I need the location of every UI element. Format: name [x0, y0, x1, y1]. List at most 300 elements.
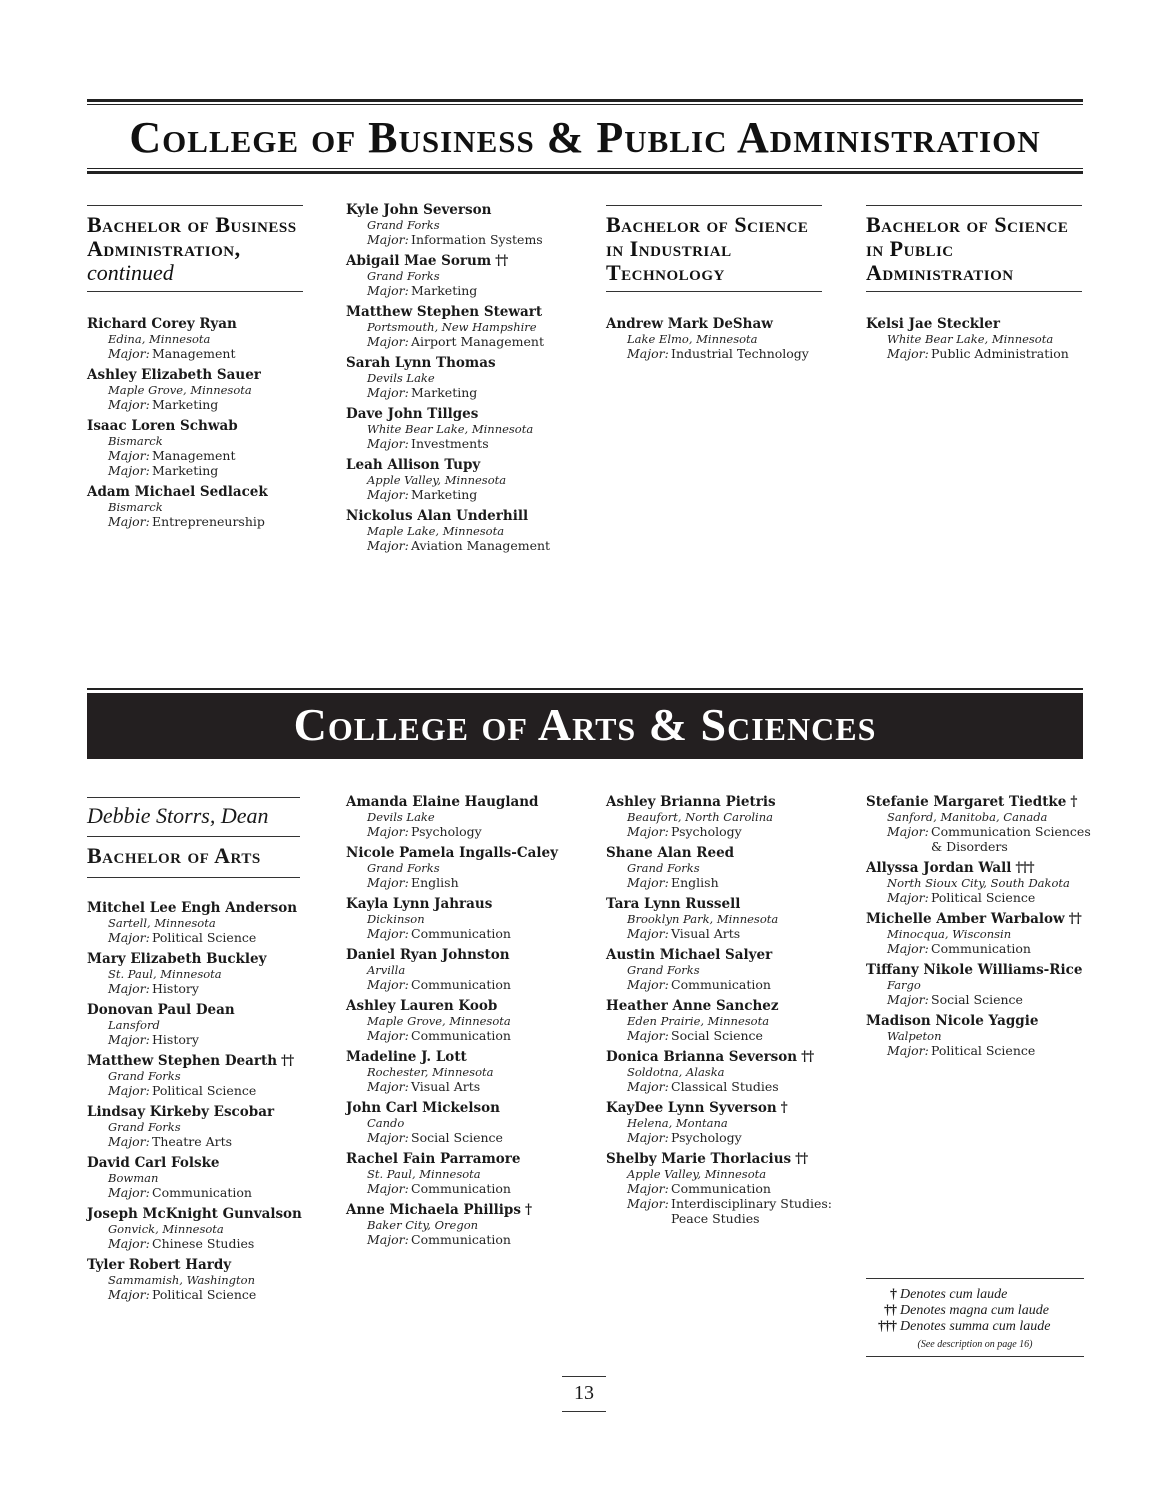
graduate-entry [87, 1155, 325, 1200]
major-label: Major: [108, 514, 150, 529]
graduate-name-text: Amanda Elaine Haugland [346, 794, 539, 810]
graduate-major [606, 346, 844, 361]
arts-college-title: College of Arts & Sciences [293, 699, 877, 750]
graduate-entry [87, 900, 325, 945]
graduate-name [606, 947, 844, 963]
graduate-major [346, 1181, 584, 1196]
graduate-name-text: KayDee Lynn Syverson [606, 1100, 777, 1116]
graduate-name [87, 316, 325, 332]
graduate-name-text: Leah Allison Tupy [346, 457, 481, 473]
major-value: Management [152, 346, 236, 361]
graduate-entry [346, 508, 584, 553]
major-label: Major: [367, 385, 409, 400]
honors-legend [866, 1278, 1084, 1357]
dagger-double-icon: †† [884, 1303, 896, 1318]
major-label: Major: [627, 824, 669, 839]
dagger-triple-icon: ††† [878, 1319, 896, 1334]
graduate-entry [606, 998, 844, 1043]
major-label: Major: [108, 1287, 150, 1302]
graduate-hometown: Apple Valley, Minnesota [627, 1167, 767, 1181]
graduate-name-text: Tara Lynn Russell [606, 896, 741, 912]
graduate-hometown: Maple Grove, Minnesota [108, 383, 252, 397]
major-label: Major: [627, 1196, 669, 1211]
major-value: Political Science [152, 1287, 257, 1302]
graduate-entry [346, 1100, 584, 1145]
major-value: Public Administration [931, 346, 1069, 361]
graduate-name-text: David Carl Folske [87, 1155, 220, 1171]
graduate-name-text: Stefanie Margaret Tiedtke [866, 794, 1067, 810]
graduate-hometown: North Sioux City, South Dakota [887, 876, 1070, 890]
honors-dagger-icon: †† [281, 1053, 294, 1069]
legend-row [866, 1303, 1084, 1319]
honors-dagger-icon: † [524, 1202, 531, 1218]
major-label: Major: [108, 1134, 150, 1149]
graduate-major [87, 930, 325, 945]
graduate-major [87, 448, 325, 463]
graduate-name [87, 1104, 325, 1120]
graduate-major [606, 1130, 844, 1145]
graduate-hometown: Apple Valley, Minnesota [367, 473, 507, 487]
graduate-name [87, 367, 325, 383]
honors-dagger-icon: † [1070, 794, 1077, 810]
graduate-name [866, 316, 1104, 332]
major-value: Information Systems [411, 232, 543, 247]
ba-graduate-list-4 [866, 794, 1104, 1058]
graduate-name-text: Dave John Tillges [346, 406, 479, 422]
graduate-name [346, 1202, 584, 1218]
graduate-name [87, 1053, 325, 1069]
graduate-hometown: Grand Forks [627, 963, 700, 977]
graduate-hometown: St. Paul, Minnesota [108, 967, 222, 981]
graduate-major [87, 1083, 325, 1098]
graduate-major [346, 977, 584, 992]
bsit-graduate-list [606, 316, 844, 361]
major-value: Airport Management [411, 334, 544, 349]
graduate-name-text: Rachel Fain Parramore [346, 1151, 521, 1167]
major-value: Communication [411, 1028, 511, 1043]
major-label: Major: [627, 346, 669, 361]
graduate-name [866, 911, 1104, 927]
graduate-entry [346, 1049, 584, 1094]
major-label: Major: [108, 463, 150, 478]
legend-row [866, 1287, 1084, 1303]
ba-heading: Bachelor of Arts [87, 837, 300, 878]
graduate-hometown: Lansford [108, 1018, 160, 1032]
title-bottom-rule-thick [87, 171, 1083, 174]
major-value: Psychology [671, 1130, 742, 1145]
graduate-hometown: Dickinson [367, 912, 425, 926]
bba-heading-continued: continued [87, 260, 174, 285]
graduate-hometown: Fargo [887, 978, 921, 992]
major-label: Major: [367, 487, 409, 502]
title-bottom-rule-thin [87, 168, 1083, 169]
graduate-name [346, 253, 584, 269]
major-label: Major: [887, 941, 929, 956]
graduate-entry [346, 1202, 584, 1247]
arts-column-2 [346, 794, 584, 1253]
graduate-hometown: White Bear Lake, Minnesota [367, 422, 534, 436]
major-value: History [152, 1032, 199, 1047]
graduate-name [346, 406, 584, 422]
graduate-entry [606, 1100, 844, 1145]
top-rule-thick [87, 99, 1083, 102]
major-value: English [671, 875, 719, 890]
graduate-major [606, 1181, 844, 1196]
major-label: Major: [367, 926, 409, 941]
graduate-major [87, 514, 325, 529]
major-value: English [411, 875, 459, 890]
honors-dagger-icon: † [780, 1100, 787, 1116]
graduate-entry [87, 1002, 325, 1047]
graduate-name-text: Andrew Mark DeShaw [606, 316, 773, 332]
graduate-name-text: Kyle John Severson [346, 202, 492, 218]
graduate-major [866, 992, 1104, 1007]
major-value: Communication Sciences & Disorders [931, 824, 1091, 854]
major-value: History [152, 981, 199, 996]
graduate-name-text: Heather Anne Sanchez [606, 998, 779, 1014]
major-value: Social Science [931, 992, 1023, 1007]
major-value: Classical Studies [671, 1079, 779, 1094]
graduate-name [866, 962, 1104, 978]
graduate-major [346, 1130, 584, 1145]
major-label: Major: [887, 890, 929, 905]
major-label: Major: [108, 1032, 150, 1047]
graduate-name-text: Mitchel Lee Engh Anderson [87, 900, 298, 916]
graduate-major [346, 232, 584, 247]
major-value: Marketing [411, 487, 478, 502]
graduate-entry [866, 316, 1104, 361]
graduate-entry [606, 316, 844, 361]
graduate-major [866, 941, 1104, 956]
graduate-hometown: Arvilla [367, 963, 406, 977]
graduate-entry [346, 406, 584, 451]
graduate-name-text: Ashley Brianna Pietris [606, 794, 776, 810]
major-value: Management [152, 448, 236, 463]
graduate-major [87, 1236, 325, 1251]
graduate-major [87, 1185, 325, 1200]
graduate-entry [346, 304, 584, 349]
graduate-name [346, 202, 584, 218]
graduate-entry [606, 896, 844, 941]
major-label: Major: [887, 824, 929, 839]
graduate-name [346, 457, 584, 473]
graduate-entry [87, 484, 325, 529]
graduate-name-text: Tyler Robert Hardy [87, 1257, 232, 1273]
honors-dagger-icon: †† [801, 1049, 814, 1065]
graduate-hometown: Devils Lake [367, 371, 435, 385]
graduate-name [87, 1155, 325, 1171]
graduate-major [346, 824, 584, 839]
graduate-name-text: Tiffany Nikole Williams-Rice [866, 962, 1083, 978]
graduate-name-text: Matthew Stephen Dearth [87, 1053, 278, 1069]
bba-graduate-list-continued [346, 202, 584, 553]
graduate-hometown: Rochester, Minnesota [367, 1065, 494, 1079]
graduate-hometown: Sammamish, Washington [108, 1273, 255, 1287]
graduate-major [606, 977, 844, 992]
graduate-entry [346, 1151, 584, 1196]
major-value: Communication [671, 977, 771, 992]
graduate-name [87, 1002, 325, 1018]
graduate-hometown: Eden Prairie, Minnesota [627, 1014, 770, 1028]
major-label: Major: [367, 1028, 409, 1043]
major-value: Entrepreneurship [152, 514, 265, 529]
graduate-entry [606, 794, 844, 839]
graduate-name [87, 484, 325, 500]
major-value: Aviation Management [411, 538, 551, 553]
graduate-major [346, 283, 584, 298]
major-label: Major: [108, 1185, 150, 1200]
graduate-name [606, 1049, 844, 1065]
graduate-hometown: Grand Forks [367, 269, 440, 283]
major-label: Major: [627, 1028, 669, 1043]
bba-heading [87, 205, 303, 292]
graduate-hometown: Bismarck [108, 434, 163, 448]
major-value: Marketing [411, 283, 478, 298]
graduate-entry [346, 947, 584, 992]
ba-graduate-list-1 [87, 900, 325, 1302]
major-label: Major: [887, 1043, 929, 1058]
graduate-major [866, 1043, 1104, 1058]
graduate-major [606, 875, 844, 890]
graduate-name [87, 418, 325, 434]
major-label: Major: [627, 1079, 669, 1094]
major-value: Political Science [931, 890, 1036, 905]
graduate-name [87, 951, 325, 967]
graduate-entry [87, 316, 325, 361]
honors-dagger-icon: †† [495, 253, 508, 269]
major-label: Major: [627, 875, 669, 890]
graduate-entry [866, 962, 1104, 1007]
major-value: Industrial Technology [671, 346, 809, 361]
graduate-major [606, 1028, 844, 1043]
major-label: Major: [367, 1181, 409, 1196]
graduate-name [606, 1151, 844, 1167]
graduate-name [606, 896, 844, 912]
graduate-name [866, 860, 1104, 876]
graduate-name-text: Shelby Marie Thorlacius [606, 1151, 792, 1167]
ba-graduate-list-2 [346, 794, 584, 1247]
graduate-name [346, 998, 584, 1014]
graduate-major [346, 1232, 584, 1247]
graduate-major [606, 1196, 844, 1226]
graduate-major [87, 1134, 325, 1149]
graduate-hometown: Lake Elmo, Minnesota [627, 332, 758, 346]
graduate-entry [606, 947, 844, 992]
graduate-hometown: Grand Forks [627, 861, 700, 875]
major-value: Visual Arts [411, 1079, 481, 1094]
major-label: Major: [367, 875, 409, 890]
major-label: Major: [627, 1181, 669, 1196]
graduate-name [87, 1257, 325, 1273]
major-label: Major: [367, 538, 409, 553]
bspa-heading: Bachelor of Science in Public Administration [866, 205, 1082, 292]
graduate-hometown: Sanford, Manitoba, Canada [887, 810, 1048, 824]
graduate-entry [346, 998, 584, 1043]
major-label: Major: [108, 981, 150, 996]
major-label: Major: [367, 824, 409, 839]
graduate-hometown: Helena, Montana [627, 1116, 728, 1130]
major-label: Major: [367, 1079, 409, 1094]
graduate-hometown: White Bear Lake, Minnesota [887, 332, 1054, 346]
legend-text: Denotes cum laude [900, 1287, 1008, 1302]
graduate-entry [346, 253, 584, 298]
graduate-major [87, 1287, 325, 1302]
major-value: Communication [152, 1185, 252, 1200]
graduate-major [87, 463, 325, 478]
major-label: Major: [887, 992, 929, 1007]
graduate-entry [87, 1104, 325, 1149]
graduate-name-text: Nicole Pamela Ingalls-Caley [346, 845, 558, 861]
graduate-name-text: Kelsi Jae Steckler [866, 316, 1000, 332]
graduate-name-text: Lindsay Kirkeby Escobar [87, 1104, 275, 1120]
dagger-single-icon: † [890, 1287, 896, 1302]
major-value: Political Science [931, 1043, 1036, 1058]
bba-heading-text: Bachelor of Business Administration, [87, 212, 297, 261]
major-label: Major: [108, 448, 150, 463]
graduate-name-text: Anne Michaela Phillips [346, 1202, 521, 1218]
graduate-hometown: Grand Forks [367, 218, 440, 232]
major-label: Major: [367, 1232, 409, 1247]
graduate-hometown: Walpeton [887, 1029, 942, 1043]
graduate-hometown: Maple Lake, Minnesota [367, 524, 505, 538]
major-value: Visual Arts [671, 926, 741, 941]
graduate-name [346, 1049, 584, 1065]
major-label: Major: [108, 397, 150, 412]
major-value: Social Science [671, 1028, 763, 1043]
bsit-heading: Bachelor of Science in Industrial Technology [606, 205, 822, 292]
page-number: 13 [562, 1376, 606, 1412]
bba-graduate-list [87, 316, 325, 529]
graduate-name-text: Adam Michael Sedlacek [87, 484, 268, 500]
graduate-name-text: Madison Nicole Yaggie [866, 1013, 1039, 1029]
graduate-entry [346, 845, 584, 890]
major-label: Major: [887, 346, 929, 361]
graduate-name-text: Ashley Lauren Koob [346, 998, 498, 1014]
graduate-hometown: Sartell, Minnesota [108, 916, 216, 930]
graduate-name [606, 794, 844, 810]
major-value: Communication [671, 1181, 771, 1196]
graduate-entry [866, 1013, 1104, 1058]
graduate-name [346, 355, 584, 371]
major-label: Major: [627, 977, 669, 992]
graduate-major [606, 926, 844, 941]
ba-graduate-list-3 [606, 794, 844, 1226]
graduate-name [606, 316, 844, 332]
honors-dagger-icon: †† [795, 1151, 808, 1167]
major-value: Marketing [411, 385, 478, 400]
business-college-title: College of Business & Public Administration [129, 113, 1041, 162]
graduate-hometown: Brooklyn Park, Minnesota [627, 912, 779, 926]
graduate-name-text: Matthew Stephen Stewart [346, 304, 543, 320]
graduate-name-text: Kayla Lynn Jahraus [346, 896, 493, 912]
graduate-entry [87, 1257, 325, 1302]
major-value: Interdisciplinary Studies: Peace Studies [671, 1196, 832, 1226]
graduate-name [346, 1151, 584, 1167]
graduate-hometown: Baker City, Oregon [367, 1218, 479, 1232]
graduate-name [606, 1100, 844, 1116]
graduate-entry [866, 860, 1104, 905]
graduate-major [346, 1028, 584, 1043]
graduate-name [606, 998, 844, 1014]
graduate-name [346, 794, 584, 810]
graduate-name-text: Daniel Ryan Johnston [346, 947, 510, 963]
major-label: Major: [367, 977, 409, 992]
major-label: Major: [367, 436, 409, 451]
graduate-major [346, 385, 584, 400]
major-label: Major: [108, 1236, 150, 1251]
legend-text: Denotes summa cum laude [900, 1319, 1051, 1334]
graduate-name [346, 1100, 584, 1116]
graduate-name-text: Madeline J. Lott [346, 1049, 467, 1065]
business-column-2 [346, 202, 584, 559]
major-value: Psychology [411, 824, 482, 839]
graduate-name [606, 845, 844, 861]
major-value: Investments [411, 436, 489, 451]
major-label: Major: [367, 232, 409, 247]
graduate-name [866, 794, 1104, 810]
graduate-name-text: Michelle Amber Warbalow [866, 911, 1065, 927]
graduate-name-text: Allyssa Jordan Wall [866, 860, 1012, 876]
graduate-hometown: Soldotna, Alaska [627, 1065, 725, 1079]
business-column-3 [606, 205, 844, 367]
graduate-major [346, 926, 584, 941]
graduate-hometown: Devils Lake [367, 810, 435, 824]
graduate-name [346, 845, 584, 861]
major-value: Communication [931, 941, 1031, 956]
major-value: Communication [411, 1181, 511, 1196]
graduate-entry [87, 367, 325, 412]
graduate-entry [87, 418, 325, 478]
major-value: Political Science [152, 1083, 257, 1098]
major-value: Chinese Studies [152, 1236, 255, 1251]
graduate-hometown: Grand Forks [108, 1069, 181, 1083]
major-value: Communication [411, 977, 511, 992]
graduate-entry [346, 202, 584, 247]
graduate-hometown: Portsmouth, New Hampshire [367, 320, 537, 334]
graduate-name-text: John Carl Mickelson [346, 1100, 500, 1116]
legend-text: Denotes magna cum laude [900, 1303, 1049, 1318]
major-value: Marketing [152, 397, 219, 412]
graduate-major [346, 436, 584, 451]
top-rule-thin [87, 104, 1083, 105]
graduate-major [87, 397, 325, 412]
graduate-major [346, 538, 584, 553]
graduate-major [346, 334, 584, 349]
graduate-hometown: Gonvick, Minnesota [108, 1222, 224, 1236]
graduate-name-text: Sarah Lynn Thomas [346, 355, 496, 371]
graduate-major [866, 346, 1104, 361]
major-value: Theatre Arts [152, 1134, 233, 1149]
graduate-hometown: Maple Grove, Minnesota [367, 1014, 511, 1028]
legend-note: (See description on page 16) [917, 1339, 1033, 1350]
major-label: Major: [108, 1083, 150, 1098]
graduate-entry [87, 1053, 325, 1098]
graduate-major [346, 487, 584, 502]
major-value: Marketing [152, 463, 219, 478]
graduate-hometown: Bismarck [108, 500, 163, 514]
graduate-hometown: St. Paul, Minnesota [367, 1167, 481, 1181]
business-column-1 [87, 205, 325, 535]
graduate-name-text: Richard Corey Ryan [87, 316, 237, 332]
graduate-major [866, 890, 1104, 905]
major-label: Major: [367, 283, 409, 298]
legend-row [866, 1319, 1084, 1335]
graduate-entry [346, 794, 584, 839]
graduate-hometown: Bowman [108, 1171, 159, 1185]
bspa-graduate-list [866, 316, 1104, 361]
graduate-entry [346, 355, 584, 400]
graduate-major [87, 1032, 325, 1047]
